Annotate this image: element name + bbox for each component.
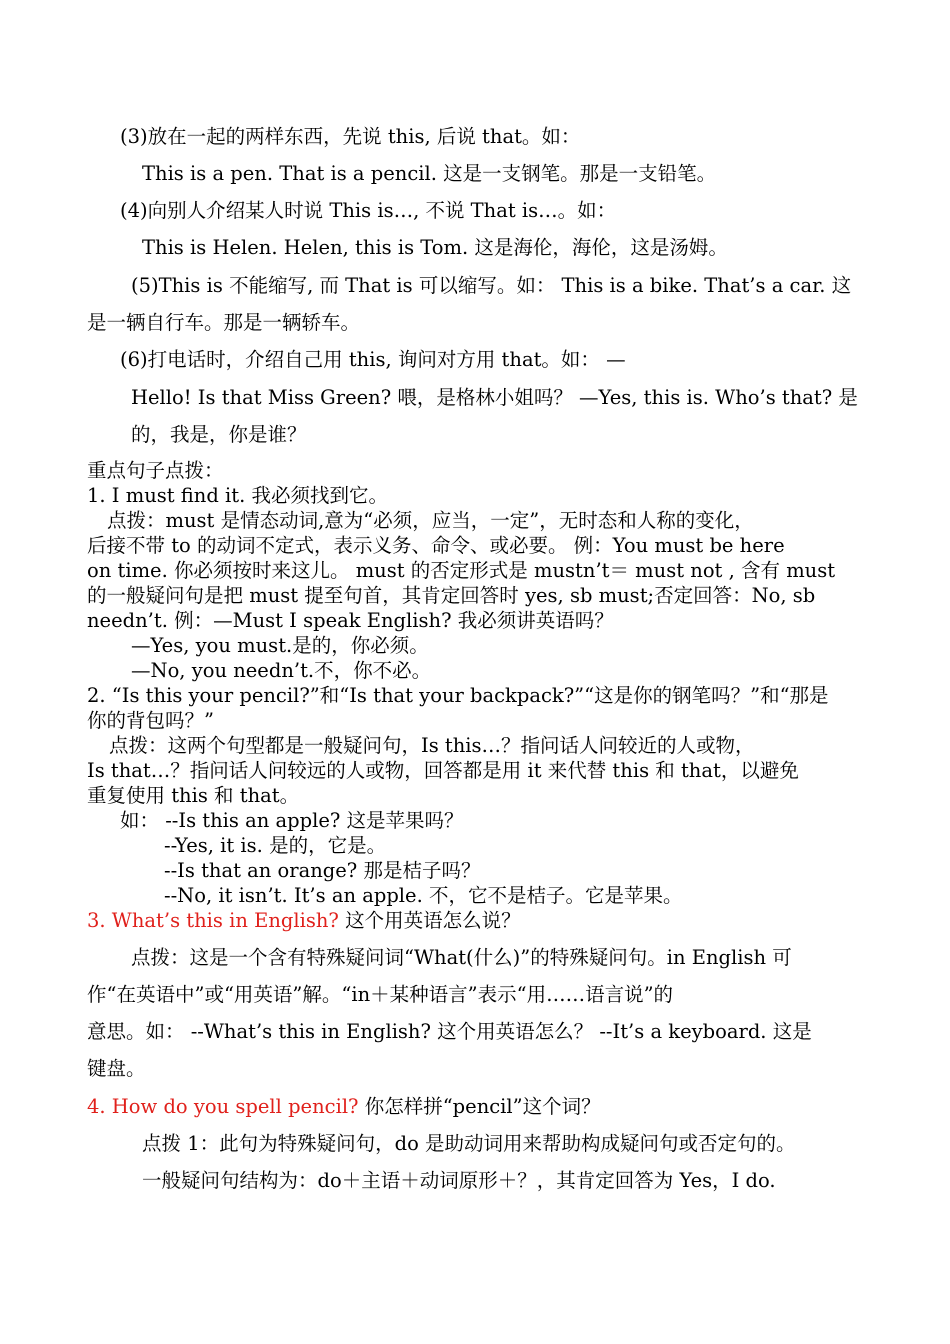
sentence-1-para: 后接不带 to 的动词不定式，表示义务、命令、或必要。 例：You must be here [87,534,785,557]
line-4-example: This is Helen. Helen, this is Tom. 这是海伦，海伦，这是汤姆。 [142,236,728,259]
sentence-2-para: 重复使用 this 和 that。 [87,784,300,807]
sentence-3-title [87,909,521,933]
sentence-1-para: 的一般疑问句是把 must 提至句首，其肯定回答时 yes, sb must;否定回答：No, sb [87,584,816,607]
section-heading: 重点句子点拨： [87,459,224,482]
sentence-1-answer: —No, you needn’t.不，你不必。 [131,659,432,682]
line-6-example: Hello! Is that Miss Green? 喂，是格林小姐吗？ —Yes, this is. Who’s that? 是 [131,386,858,409]
sentence-3-chinese: 这个用英语怎么说？ [338,909,521,932]
sentence-3-para: 作“在英语中”或“用英语”解。“in＋某种语言”表示“用……语言说”的 [87,983,674,1006]
sentence-2-example: 如： --Is this an apple? 这是苹果吗？ [120,809,464,832]
sentence-3-para: 点拨：这是一个含有特殊疑问词“What(什么)”的特殊疑问句。in English 可 [131,946,792,969]
sentence-2-para: Is that…？指问话人问较远的人或物，回答都是用 it 来代替 this 和 that，以避免 [87,759,799,782]
line-6-cont: 的，我是，你是谁？ [131,423,307,446]
line-6-rule: (6)打电话时，介绍自己用 this, 询问对方用 that。如： — [120,348,626,371]
sentence-2-example: --Is that an orange? 那是桔子吗？ [164,859,481,882]
sentence-2-example: --Yes, it is. 是的，它是。 [164,834,387,857]
sentence-1-para: needn’t. 例：—Must I speak English? 我必须讲英语吗？ [87,609,614,632]
sentence-1-para: on time. 你必须按时来这儿。 must 的否定形式是 mustn’t＝ must not , 含有 must [87,559,836,582]
sentence-2-para: 点拨：这两个句型都是一般疑问句，Is this…？指问话人问较近的人或物， [109,734,755,757]
sentence-3-english: 3. What’s this in English? [87,909,339,932]
sentence-3-para: 意思。如： --What’s this in English? 这个用英语怎么？ --It’s a keyboard. 这是 [87,1020,812,1043]
sentence-4-title [87,1095,601,1119]
line-5-rule: (5)This is 不能缩写, 而 That is 可以缩写。如： This is a bike. That’s a car. 这 [131,274,852,297]
sentence-1-para: 点拨：must 是情态动词,意为“必须，应当，一定”，无时态和人称的变化， [107,509,754,532]
sentence-4-english: 4. How do you spell pencil? [87,1095,359,1118]
line-4-rule: (4)向别人介绍某人时说 This is…, 不说 That is…。如： [120,199,617,222]
sentence-4-chinese: 你怎样拼“pencil”这个词？ [358,1095,601,1118]
sentence-2-title: 你的背包吗？” [87,709,214,732]
sentence-1-answer: —Yes, you must.是的，你必须。 [131,634,429,657]
sentence-2-example: --No, it isn’t. It’s an apple. 不，它不是桔子。它是苹果。 [164,884,683,907]
sentence-1-title: 1. I must find it. 我必须找到它。 [87,484,389,507]
line-3-rule: (3)放在一起的两样东西，先说 this, 后说 that。如： [120,125,581,148]
sentence-4-para: 一般疑问句结构为：do＋主语＋动词原形＋？，其肯定回答为 Yes，I do. [142,1169,776,1192]
sentence-2-title: 2. “Is this your pencil?”和“Is that your backpack?”“这是你的钢笔吗？”和“那是 [87,684,829,707]
sentence-4-para: 点拨 1：此句为特殊疑问句，do 是助动词用来帮助构成疑问句或否定句的。 [142,1132,796,1155]
sentence-3-para: 键盘。 [87,1057,146,1080]
line-3-example: This is a pen. That is a pencil. 这是一支钢笔。那是一支铅笔。 [142,162,717,185]
line-5-cont: 是一辆自行车。那是一辆轿车。 [87,311,361,334]
